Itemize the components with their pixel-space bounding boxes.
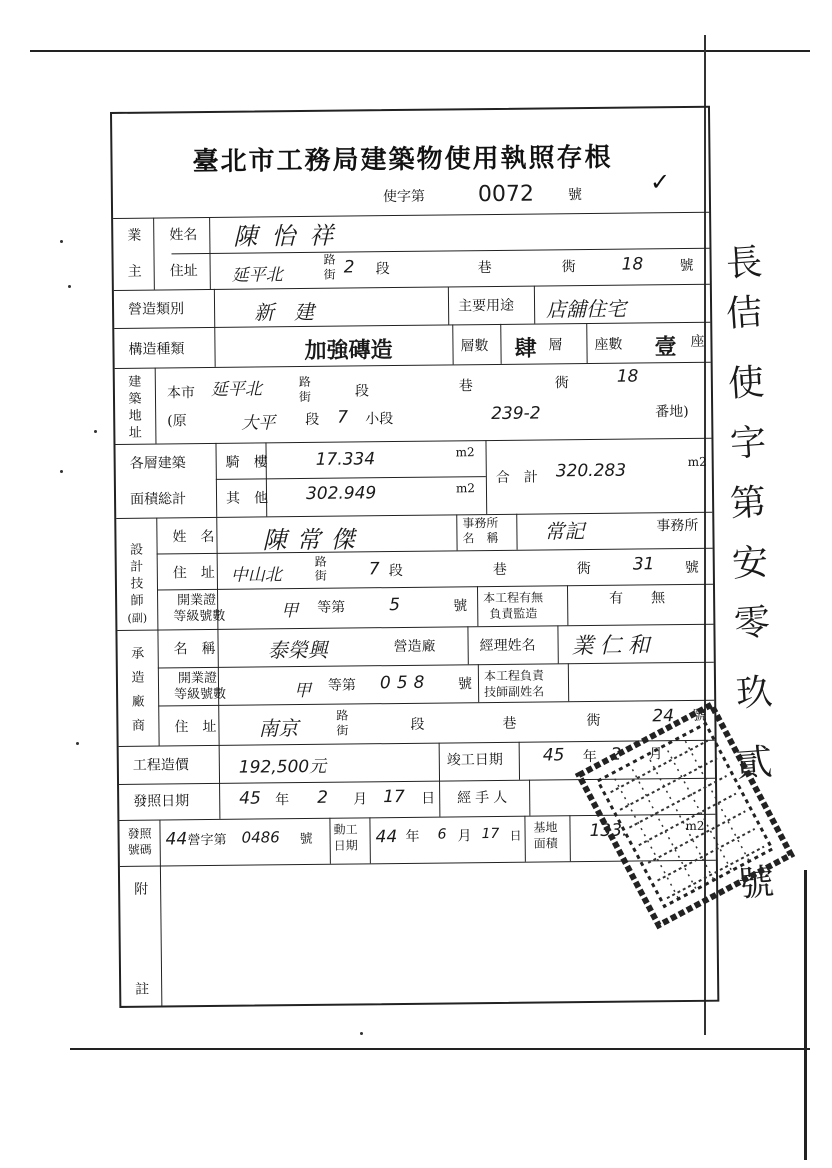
designer-vertical-label: 計 — [130, 559, 144, 575]
check-mark: ✓ — [650, 168, 671, 196]
back-sheet-char: 零 — [732, 601, 772, 646]
contractor-street-label: 街 — [336, 723, 349, 738]
contractor-road-label: 路 — [336, 708, 349, 723]
structure-label: 構造種類 — [128, 341, 185, 358]
supervise-options: 有 無 — [609, 590, 666, 607]
designer-address-label: 住 址 — [172, 564, 215, 582]
grid-line — [153, 218, 155, 290]
grid-line — [116, 512, 712, 519]
contractor-name-label: 名 稱 — [173, 640, 216, 658]
remarks-label-bottom: 註 — [135, 981, 150, 998]
site-road-label: 路 — [298, 374, 311, 390]
owner-group-label: 業 — [127, 227, 142, 244]
site-subsection-label: 小段 — [365, 411, 394, 428]
designer-lane-label: 巷 — [492, 561, 507, 579]
main-use-value: 店舖住宅 — [545, 296, 627, 322]
grid-line — [516, 514, 517, 550]
issue-month: 2 — [317, 787, 329, 808]
grid-line — [569, 815, 570, 861]
back-sheet-char: 字 — [728, 421, 768, 466]
grid-line — [156, 518, 159, 746]
grid-line — [115, 438, 711, 445]
site-vertical-label: 址 — [128, 425, 142, 441]
issue-day-label: 日 — [421, 790, 436, 807]
owner-number-value: 18 — [621, 254, 644, 275]
floors-label: 層數 — [460, 338, 489, 355]
build-permit-label-bottom: 號碼 — [127, 842, 152, 857]
manager-value: 業仁和 — [571, 633, 656, 660]
site-street-label: 街 — [298, 389, 312, 405]
grid-line — [216, 517, 219, 745]
office-value: 常記 — [544, 519, 585, 544]
contractor-license-mid: 等第 — [327, 677, 357, 694]
contractor-license-label-bottom: 等級號數 — [174, 686, 227, 703]
grid-line — [456, 514, 457, 550]
issue-label: 發照日期 — [133, 793, 190, 810]
buildings-label: 座數 — [594, 336, 623, 353]
grid-line — [114, 284, 710, 291]
start-label-top: 動工 — [333, 822, 358, 837]
scan-speck — [360, 1032, 363, 1035]
contractor-license-label-top: 開業證 — [177, 670, 218, 687]
floors-value: 肆 — [514, 336, 537, 362]
owner-road-label: 路 — [323, 252, 336, 267]
designer-name-value: 陳常傑 — [262, 525, 365, 555]
designer-license-suffix: 號 — [453, 598, 468, 615]
total-unit: m2 — [687, 454, 707, 469]
designer-license-label-top: 開業證 — [177, 592, 217, 609]
designer-section-label: 段 — [388, 562, 403, 580]
owner-street-label: 街 — [323, 267, 336, 282]
start-year: 44 — [375, 827, 398, 848]
grid-line — [369, 817, 370, 863]
site-lane-label: 巷 — [458, 378, 473, 395]
build-permit-suffix: 號 — [299, 831, 313, 848]
scan-speck — [76, 742, 79, 745]
grid-line — [478, 664, 479, 702]
designer-road-label: 路 — [314, 554, 327, 569]
owner-number-label: 號 — [679, 257, 694, 275]
designer-address-value: 中山北 — [230, 565, 282, 586]
contractor-lane-label: 巷 — [502, 715, 517, 732]
permit-suffix: 號 — [567, 187, 582, 204]
grid-line — [329, 818, 330, 864]
contractor-number-value: 24 — [652, 706, 675, 727]
buildings-unit: 座 — [690, 333, 705, 350]
contractor-name-value: 泰榮興 — [267, 637, 328, 663]
base-area-value: 133. — [589, 820, 628, 842]
contractor-vertical-label: 廠 — [131, 694, 145, 710]
build-permit-label-top: 發照 — [127, 826, 152, 841]
grid-line — [155, 368, 157, 444]
cost-value: 192,500元 — [238, 756, 327, 778]
contractor-vertical-label: 造 — [131, 670, 145, 686]
remarks-label-top: 附 — [134, 881, 149, 898]
build-permit-mid: 營字第 — [187, 832, 227, 849]
other-unit: m2 — [455, 481, 476, 496]
scan-speck — [60, 470, 63, 473]
completion-year: 45 — [542, 745, 565, 766]
total-label: 合 計 — [495, 469, 538, 486]
back-sheet-char: 號 — [736, 861, 776, 906]
site-vertical-label: 築 — [128, 391, 142, 407]
handler-label: 經手人 — [457, 789, 512, 807]
grid-line — [477, 586, 478, 626]
grid-line — [568, 663, 569, 701]
designer-vertical-label: 師 — [130, 593, 144, 609]
completion-label: 竣工日期 — [446, 751, 503, 769]
permit-prefix: 使字第 — [382, 188, 425, 206]
owner-alley-label: 衖 — [561, 259, 576, 276]
grid-line — [485, 440, 487, 514]
grid-line — [524, 816, 525, 862]
arcade-label: 騎 樓 — [225, 454, 268, 471]
site-vertical-label: 地 — [128, 408, 142, 424]
buildings-value: 壹 — [654, 335, 677, 361]
contractor-license-number: 058 — [379, 672, 431, 694]
grid-line — [219, 745, 220, 783]
site-orig-section-value: 7 — [337, 407, 349, 428]
grid-line — [114, 322, 710, 329]
back-sheet-char: 使 — [726, 361, 766, 406]
issue-month-label: 月 — [353, 791, 368, 808]
grid-line — [567, 585, 568, 625]
floors-unit: 層 — [548, 337, 563, 354]
top-scan-line — [30, 50, 810, 52]
contractor-license-class: 甲 — [293, 680, 312, 702]
office-label-bottom: 名 稱 — [462, 530, 499, 546]
issue-day: 17 — [383, 786, 405, 808]
contractor-address-value: 南京 — [258, 716, 299, 741]
designer-section-value: 7 — [368, 559, 380, 580]
grid-line — [216, 476, 486, 480]
scan-speck — [60, 240, 63, 243]
arcade-unit: m2 — [455, 445, 475, 460]
contractor-alley-label: 衖 — [586, 712, 601, 730]
designer-number-value: 31 — [632, 554, 655, 575]
form-title: 臺北市工務局建築物使用執照存根 — [192, 142, 613, 178]
permit-number: 0072 — [477, 181, 535, 208]
site-vertical-label: 建 — [128, 374, 142, 390]
engineer-label-top: 本工程負責 — [483, 668, 545, 684]
scan-speck — [68, 285, 71, 288]
grid-line — [448, 286, 449, 324]
build-permit-year: 44 — [165, 829, 188, 850]
grid-line — [529, 780, 530, 816]
grid-line — [158, 700, 714, 707]
site-section-label: 段 — [354, 383, 370, 400]
start-month-label: 月 — [457, 828, 472, 845]
grid-line — [519, 742, 520, 780]
main-use-label: 主要用途 — [457, 297, 515, 315]
grid-line — [159, 820, 162, 1006]
base-area-unit: m2 — [685, 818, 705, 834]
base-area-label-top: 基地 — [533, 820, 558, 835]
grid-line — [534, 286, 535, 324]
owner-address-street: 延平北 — [231, 265, 283, 286]
owner-lane-label: 巷 — [477, 260, 492, 277]
scan-speck — [94, 430, 97, 433]
designer-license-mid: 等第 — [317, 599, 346, 616]
bottom-scan-line — [70, 1048, 810, 1050]
owner-section-value: 2 — [343, 257, 355, 278]
back-sheet-char: 安 — [730, 541, 770, 586]
site-number-value: 18 — [616, 366, 639, 387]
contractor-number-label: 號 — [692, 707, 707, 724]
site-orig-district: 大平 — [241, 413, 276, 434]
other-label: 其 他 — [225, 490, 269, 507]
cost-label: 工程造價 — [132, 757, 189, 774]
site-orig-label: (原 — [167, 413, 187, 430]
base-area-label-bottom: 面積 — [533, 836, 558, 851]
other-value: 302.949 — [305, 483, 377, 504]
designer-vertical-label: 設 — [129, 542, 144, 558]
owner-address-label: 住址 — [169, 263, 198, 280]
designer-street-label: 街 — [314, 568, 327, 583]
structure-value: 加強磚造 — [304, 338, 393, 364]
site-lot-label: 番地) — [655, 403, 689, 421]
designer-vertical-label: (副) — [127, 611, 148, 625]
designer-alley-label: 衖 — [576, 560, 591, 578]
construction-type-label: 營造類別 — [127, 301, 185, 318]
total-value: 320.283 — [555, 460, 627, 482]
site-orig-section-label: 段 — [305, 411, 320, 428]
issue-year-label: 年 — [275, 792, 290, 809]
grid-line — [467, 626, 468, 664]
grid-line — [439, 743, 440, 781]
engineer-label-bottom: 技師副姓名 — [484, 684, 545, 700]
area-label-top: 各層建築 — [129, 455, 186, 472]
office-suffix: 事務所 — [656, 517, 699, 535]
site-street-value: 延平北 — [210, 379, 263, 400]
grid-line — [158, 662, 714, 669]
owner-name-label: 姓名 — [169, 227, 198, 244]
designer-vertical-label: 技 — [130, 576, 144, 592]
grid-line — [215, 443, 217, 517]
site-lot-value: 239-2 — [491, 403, 541, 425]
supervise-label-bottom: 負責監造 — [489, 606, 538, 622]
back-sheet-char: 玖 — [734, 671, 774, 716]
site-alley-label: 衖 — [554, 375, 569, 392]
designer-license-class: 甲 — [281, 601, 299, 622]
grid-line — [113, 212, 709, 219]
designer-name-label: 姓 名 — [172, 528, 215, 546]
grid-line — [557, 625, 558, 663]
grid-line — [439, 781, 440, 817]
contractor-address-label: 住 址 — [174, 718, 217, 736]
owner-name-value: 陳怡祥 — [233, 221, 348, 251]
back-sheet-char: 第 — [728, 481, 768, 526]
back-sheet-char: 貳 — [734, 741, 774, 786]
start-month: 6 — [437, 826, 447, 843]
contractor-vertical-label: 承 — [131, 646, 145, 662]
contractor-vertical-label: 商 — [131, 718, 146, 734]
grid-line — [157, 548, 713, 555]
completion-month-label: 月 — [648, 746, 663, 763]
issue-year: 45 — [239, 788, 261, 809]
office-label-top: 事務所 — [462, 515, 499, 531]
contractor-name-suffix: 營造廠 — [393, 638, 436, 656]
site-city-label: 本市 — [166, 385, 196, 402]
grid-line — [219, 783, 220, 819]
start-day-label: 日 — [509, 828, 522, 843]
arcade-value: 17.334 — [315, 449, 376, 470]
grid-line — [452, 324, 453, 364]
area-label-bottom: 面積総計 — [129, 491, 187, 508]
completion-year-label: 年 — [582, 748, 597, 766]
owner-group-label: 主 — [127, 263, 142, 280]
designer-license-label-bottom: 等級號數 — [173, 608, 226, 625]
start-day: 17 — [481, 825, 500, 843]
start-label-bottom: 日期 — [333, 838, 358, 853]
manager-label: 經理姓名 — [479, 637, 536, 655]
build-permit-number: 0486 — [241, 828, 280, 847]
completion-month: 2 — [610, 744, 622, 765]
supervise-label-top: 本工程有無 — [483, 590, 544, 606]
contractor-license-suffix: 號 — [457, 676, 473, 693]
back-sheet-char: 佶 — [724, 291, 764, 336]
grid-line — [500, 324, 501, 364]
owner-section-label: 段 — [375, 261, 390, 278]
start-year-label: 年 — [405, 828, 420, 845]
construction-type-value: 新 建 — [253, 299, 315, 325]
contractor-section-label: 段 — [410, 716, 425, 733]
grid-line — [586, 323, 587, 363]
designer-number-label: 號 — [684, 559, 699, 577]
back-sheet-char: 長 — [724, 241, 764, 286]
designer-license-number: 5 — [389, 594, 401, 616]
